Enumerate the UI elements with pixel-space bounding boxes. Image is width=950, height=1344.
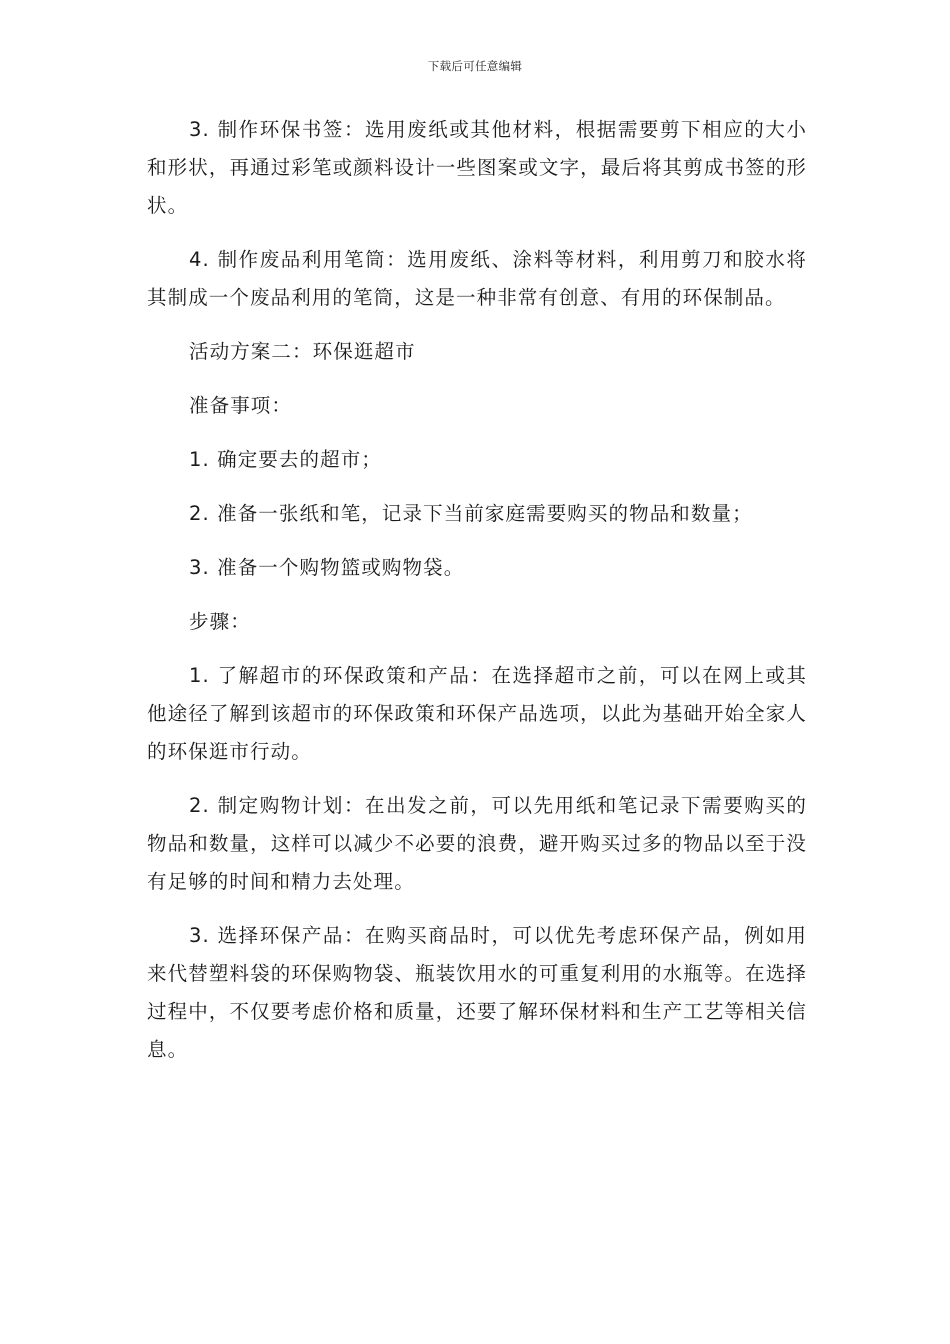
prep-item-1: 1. 确定要去的超市； xyxy=(189,448,382,471)
prep-item-2: 2. 准备一张纸和笔，记录下当前家庭需要购买的物品和数量； xyxy=(189,502,753,525)
step-item-1: 1. 了解超市的环保政策和产品：在选择超市之前，可以在网上或其他途径了解到该超市的环保政策和环保产品选项，以此为基础开始全家人的环保逛市行动。 xyxy=(147,664,807,763)
paragraph-bookmark: 3. 制作环保书签：选用废纸或其他材料，根据需要剪下相应的大小和形状，再通过彩笔或颜料设计一些图案或文字，最后将其剪成书签的形状。 xyxy=(147,118,807,217)
document-body xyxy=(147,111,807,1085)
step-item-3: 3. 选择环保产品：在购买商品时，可以优先考虑环保产品，例如用来代替塑料袋的环保购物袋、瓶装饮用水的可重复利用的水瓶等。在选择过程中，不仅要考虑价格和质量，还要了解环保材料和生产工艺等相关信息。 xyxy=(147,924,807,1061)
step-item-2: 2. 制定购物计划：在出发之前，可以先用纸和笔记录下需要购买的物品和数量，这样可以减少不必要的浪费，避开购买过多的物品以至于没有足够的时间和精力去处理。 xyxy=(147,794,807,893)
prep-item-3: 3. 准备一个购物篮或购物袋。 xyxy=(189,556,465,579)
header-note: 下载后可任意编辑 xyxy=(427,59,523,73)
section-heading-plan-two: 活动方案二：环保逛超市 xyxy=(189,340,416,363)
subheading-preparation: 准备事项： xyxy=(189,394,293,417)
paragraph-pen-holder: 4. 制作废品利用笔筒：选用废纸、涂料等材料，利用剪刀和胶水将其制成一个废品利用的笔筒，这是一种非常有创意、有用的环保制品。 xyxy=(147,248,807,309)
subheading-steps: 步骤： xyxy=(189,610,251,633)
